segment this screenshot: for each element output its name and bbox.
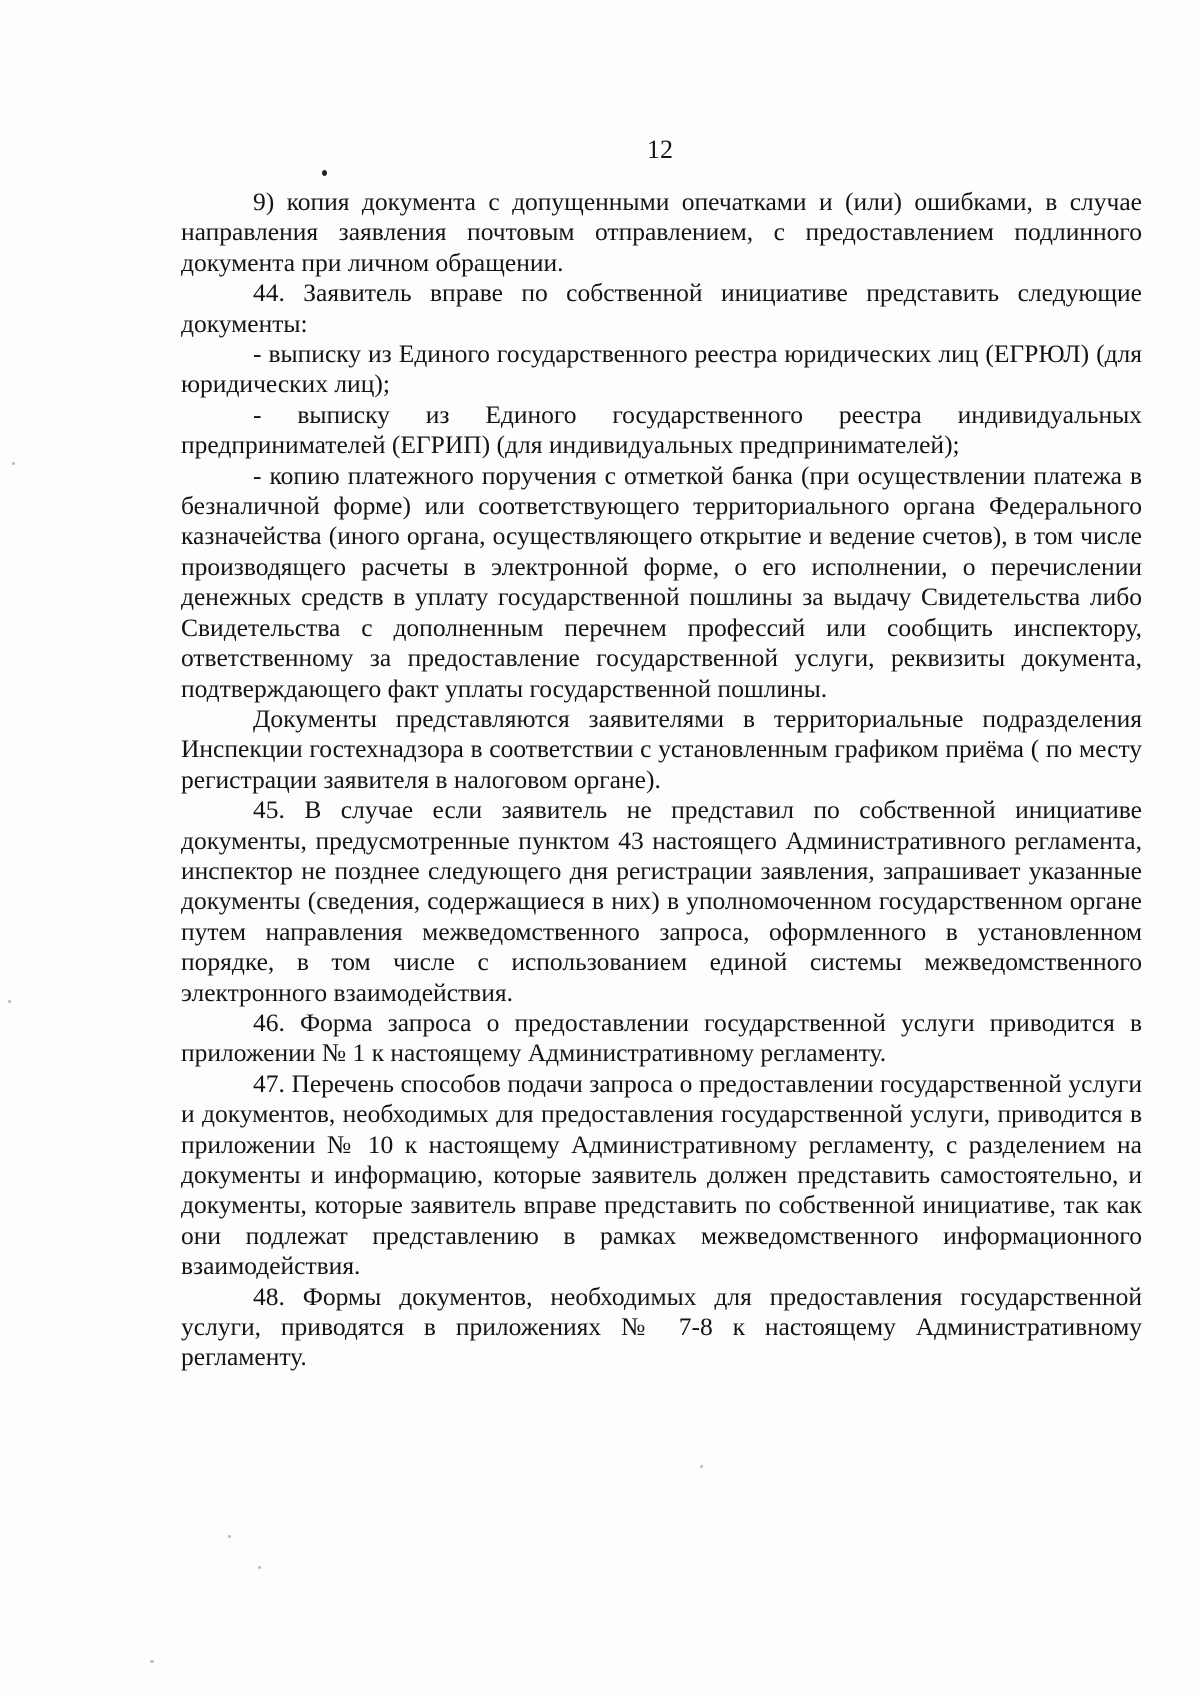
scan-speck (700, 1465, 703, 1468)
paragraph-documents-submission: Документы представляются заявителями в территориальные подразделения Инспекции гостехнадзора в соответствии с установленным графиком приёма ( по месту регистрации заявителя в налоговом органе). (181, 703, 1142, 794)
paragraph-45: 45. В случае если заявитель не представил по собственной инициативе документы, предусмотренные пунктом 43 настоящего Административного регламента, инспектор не позднее следующего дня регистрации заявления, запрашивает указанные документы (сведения, содержащиеся в них) в уполномоченном государственном органе путем направления межведомственного запроса, оформленного в установленном порядке, в том числе с использованием единой системы межведомственного электронного взаимодействия. (181, 795, 1142, 1007)
document-body (181, 187, 1142, 1373)
paragraph-46: 46. Форма запроса о предоставлении государственной услуги приводится в приложении № 1 к настоящему Административному регламенту. (181, 1007, 1142, 1068)
scan-dot (322, 170, 327, 176)
scan-speck (228, 1535, 231, 1538)
paragraph-48: 48. Формы документов, необходимых для предоставления государственной услуги, приводятся в приложениях № 7-8 к настоящему Административному регламенту. (181, 1281, 1142, 1372)
paragraph-44: 44. Заявитель вправе по собственной инициативе представить следующие документы: (181, 278, 1142, 338)
scan-speck (8, 1000, 11, 1003)
paragraph-47: 47. Перечень способов подачи запроса о предоставлении государственной услуги и документов, необходимых для предоставления государственной услуги, приводится в приложении № 10 к настоящему Административному регламенту, с разделением на документы и информацию, которые заявитель должен представить самостоятельно, и документы, которые заявитель вправе представить по собственной инициативе, так как они подлежат представлению в рамках межведомственного информационного взаимодействия. (181, 1068, 1142, 1281)
page-number: 12 (647, 135, 673, 164)
scan-speck (150, 1660, 154, 1663)
scan-speck (258, 1566, 261, 1569)
paragraph-item-9: 9) копия документа с допущенными опечатками и (или) ошибками, в случае направления заявления почтовым отправлением, с предоставлением подлинного документа при личном обращении. (181, 187, 1142, 277)
paragraph-egryul: - выписку из Единого государственного реестра юридических лиц (ЕГРЮЛ) (для юридических лиц); (181, 339, 1142, 399)
paragraph-egrip: - выписку из Единого государственного реестра индивидуальных предпринимателей (ЕГРИП) (для индивидуальных предпринимателей); (181, 399, 1142, 460)
paragraph-payment-order: - копию платежного поручения с отметкой банка (при осуществлении платежа в безналичной форме) или соответствующего территориального органа Федерального казначейства (иного органа, осуществляющего открытие и ведение счетов), в том числе производящего расчеты в электронной форме, о его исполнении, о перечислении денежных средств в уплату государственной пошлины за выдачу Свидетельства либо Свидетельства с дополненным перечнем профессий или сообщить инспектору, ответственному за предоставление государственной услуги, реквизиты документа, подтверждающего факт уплаты государственной пошлины. (181, 460, 1142, 703)
scan-speck (12, 462, 15, 465)
